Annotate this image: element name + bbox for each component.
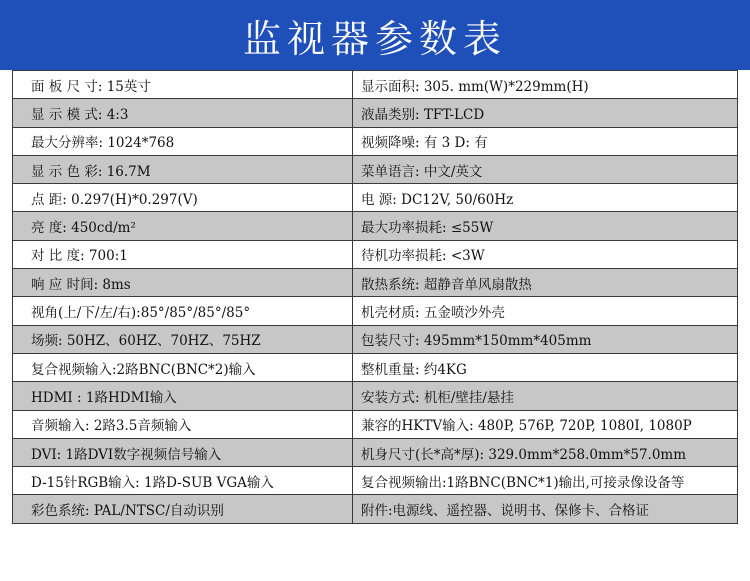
spec-cell-left: 场频: 50HZ、60HZ、70HZ、75HZ [13,325,353,353]
spec-cell-left: 对 比 度: 700:1 [13,240,353,268]
spec-cell-left: 面 板 尺 寸: 15英寸 [13,71,353,99]
spec-cell-left: 显 示 模 式: 4:3 [13,99,353,127]
table-row [13,99,738,127]
page-title: 监视器参数表 [242,16,507,61]
spec-cell-left: 复合视频输入:2路BNC(BNC*2)输入 [13,353,353,381]
spec-table [12,70,738,524]
spec-cell-right: 散热系统: 超静音单风扇散热 [353,269,738,297]
spec-cell-right: 安装方式: 机柜/壁挂/悬挂 [353,382,738,410]
table-row [13,212,738,240]
spec-cell-right: 整机重量: 约4KG [353,353,738,381]
spec-cell-right: 待机功率损耗: <3W [353,240,738,268]
spec-cell-right: 显示面积: 305. mm(W)*229mm(H) [353,71,738,99]
table-row [13,297,738,325]
spec-cell-right: 电 源: DC12V, 50/60Hz [353,184,738,212]
spec-cell-left: DVI: 1路DVI数字视频信号输入 [13,438,353,466]
table-row [13,438,738,466]
spec-cell-left: 点 距: 0.297(H)*0.297(V) [13,184,353,212]
table-row [13,71,738,99]
spec-cell-left: 视角(上/下/左/右):85°/85°/85°/85° [13,297,353,325]
spec-cell-right: 复合视频输出:1路BNC(BNC*1)输出,可接录像设备等 [353,467,738,495]
table-row [13,240,738,268]
spec-cell-right: 机身尺寸(长*高*厚): 329.0mm*258.0mm*57.0mm [353,438,738,466]
spec-cell-right: 视频降噪: 有 3 D: 有 [353,127,738,155]
spec-cell-right: 机壳材质: 五金喷沙外壳 [353,297,738,325]
spec-cell-left: HDMI : 1路HDMI输入 [13,382,353,410]
table-row [13,495,738,523]
title-banner [0,0,750,70]
spec-cell-left: 亮 度: 450cd/m² [13,212,353,240]
spec-cell-left: 显 示 色 彩: 16.7M [13,155,353,183]
spec-cell-right: 最大功率损耗: ≤55W [353,212,738,240]
table-row [13,382,738,410]
table-row [13,184,738,212]
spec-cell-left: 最大分辨率: 1024*768 [13,127,353,155]
table-row [13,410,738,438]
spec-cell-left: 响 应 时间: 8ms [13,269,353,297]
table-row [13,127,738,155]
spec-cell-right: 液晶类别: TFT-LCD [353,99,738,127]
spec-cell-right: 附件:电源线、遥控器、说明书、保修卡、合格证 [353,495,738,523]
table-row [13,325,738,353]
table-row [13,467,738,495]
table-row [13,269,738,297]
table-row [13,353,738,381]
spec-cell-right: 菜单语言: 中文/英文 [353,155,738,183]
table-row [13,155,738,183]
spec-cell-left: 音频输入: 2路3.5音频输入 [13,410,353,438]
spec-cell-left: 彩色系统: PAL/NTSC/自动识别 [13,495,353,523]
spec-cell-left: D-15针RGB输入: 1路D-SUB VGA输入 [13,467,353,495]
spec-cell-right: 包装尺寸: 495mm*150mm*405mm [353,325,738,353]
spec-cell-right: 兼容的HKTV输入: 480P, 576P, 720P, 1080I, 1080P [353,410,738,438]
